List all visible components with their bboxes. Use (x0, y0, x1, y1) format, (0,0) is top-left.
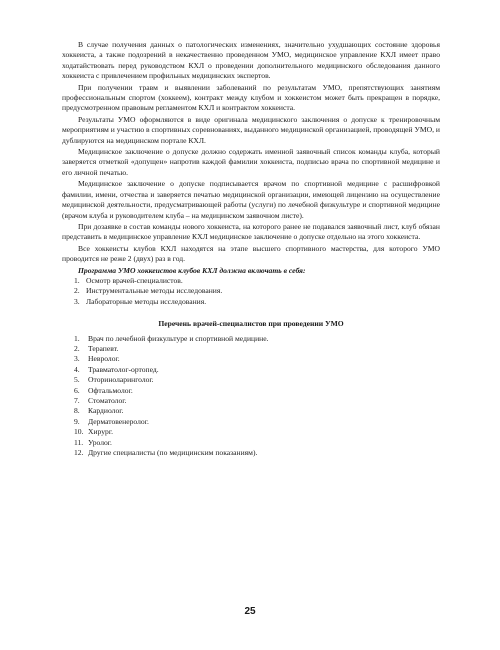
list-item (62, 354, 440, 364)
paragraph: Медицинское заключение о допуске должно содержать именной заявочный список команды клуба, который заверяется отметкой «допущен» напротив каждой фамилии хоккеиста, подписью врача по спортивной медицине и его личной печатью. (62, 147, 440, 177)
specialists-heading: Перечень врачей-специалистов при проведении УМО (158, 319, 344, 329)
program-title: Программа УМО хоккеистов клубов КХЛ должна включать в себя: (78, 265, 306, 275)
list-item (62, 297, 440, 307)
paragraph: Медицинское заключение о допуске подписывается врачом по спортивной медицине с расшифровкой фамилии, имени, отчества и заверяется печатью медицинской организации, имеющей лицензию на осуществление медицинской деятельности, предусматривающей работы (услуги) по лечебной физкультуре и спортивной медицине (врачом клуба и руководителем клуба – на медицинском заявочном листе). (62, 179, 440, 220)
item-text: Офтальмолог. (88, 385, 133, 395)
specialists-list (62, 334, 440, 459)
item-number: 1. (74, 275, 80, 285)
item-text: Другие специалисты (по медицинским показаниям). (88, 448, 258, 458)
item-number: 2. (74, 286, 80, 296)
item-text: Хирург. (88, 427, 113, 437)
item-text: Кардиолог. (88, 406, 124, 416)
paragraph: Все хоккеисты клубов КХЛ находятся на этапе высшего спортивного мастерства, для которого УМО проводится не реже 2 (двух) раз в год. (62, 243, 440, 264)
item-text: Дерматовенеролог. (88, 416, 149, 426)
item-number: 9. (74, 416, 80, 426)
page-number: 25 (244, 606, 256, 617)
list-item (62, 427, 440, 437)
list-item (62, 406, 440, 416)
item-text: Врач по лечебной физкультуре и спортивной медицине. (88, 333, 269, 343)
item-number: 7. (74, 396, 80, 405)
paragraph: Результаты УМО оформляются в виде оригинала медицинского заключения о допуске к тренировочным мероприятиям и участию в спортивных соревнованиях, выданного медицинской организацией, проводящей УМО, и дублируются на медицинском портале КХЛ. (62, 114, 440, 145)
item-number: 5. (74, 375, 80, 385)
item-number: 4. (74, 364, 80, 374)
list-item (62, 286, 440, 296)
item-number: 11. (74, 437, 84, 447)
item-text: Лабораторные методы исследования. (86, 296, 207, 306)
list-item (62, 344, 440, 354)
list-item (62, 396, 440, 406)
list-item (62, 276, 440, 286)
item-number: 10. (74, 427, 84, 437)
list-item (62, 417, 440, 427)
list-item (62, 438, 440, 448)
item-number: 8. (74, 406, 80, 416)
item-text: Осмотр врачей-специалистов. (86, 275, 183, 285)
item-text: Уролог. (88, 437, 112, 447)
item-text: Невролог. (88, 354, 120, 364)
program-list (62, 276, 440, 307)
item-number: 6. (74, 385, 80, 395)
document-body (62, 40, 440, 458)
list-item (62, 365, 440, 375)
paragraph: При получении травм и выявлении заболеваний по результатам УМО, препятствующих занятиям профессиональным спортом (хоккеем), контракт между клубом и хоккеистом может быть прекращен в порядке, предусмотренном правовым регламентом КХЛ и контрактом хоккеиста. (62, 82, 440, 113)
list-item (62, 334, 440, 344)
item-text: Оториноларинголог. (88, 375, 154, 385)
item-number: 1. (74, 333, 80, 343)
item-text: Стоматолог. (88, 396, 127, 405)
list-item (62, 448, 440, 458)
list-item (62, 386, 440, 396)
item-number: 2. (74, 343, 80, 353)
list-item (62, 375, 440, 385)
item-number: 3. (74, 354, 80, 364)
paragraph: В случае получения данных о патологических изменениях, значительно ухудшающих состояние здоровья хоккеиста, а также подозрений в некачественно проведенном УМО, медицинское управление КХЛ имеет право ходатайствовать перед руководством КХЛ о проведении дополнительного медицинского обследования данного хоккеиста с привлечением профильных медицинских экспертов. (62, 40, 440, 81)
item-text: Травматолог-ортопед. (88, 364, 159, 374)
item-text: Инструментальные методы исследования. (86, 286, 223, 296)
paragraph: При дозаявке в состав команды нового хоккеиста, на которого ранее не подавался заявочный лист, клуб обязан представить в медицинское управление КХЛ медицинское заключение о допуске отдельно на этого хоккеиста. (62, 221, 440, 242)
item-text: Терапевт. (88, 343, 119, 353)
item-number: 3. (74, 296, 80, 306)
item-number: 12. (74, 448, 84, 458)
